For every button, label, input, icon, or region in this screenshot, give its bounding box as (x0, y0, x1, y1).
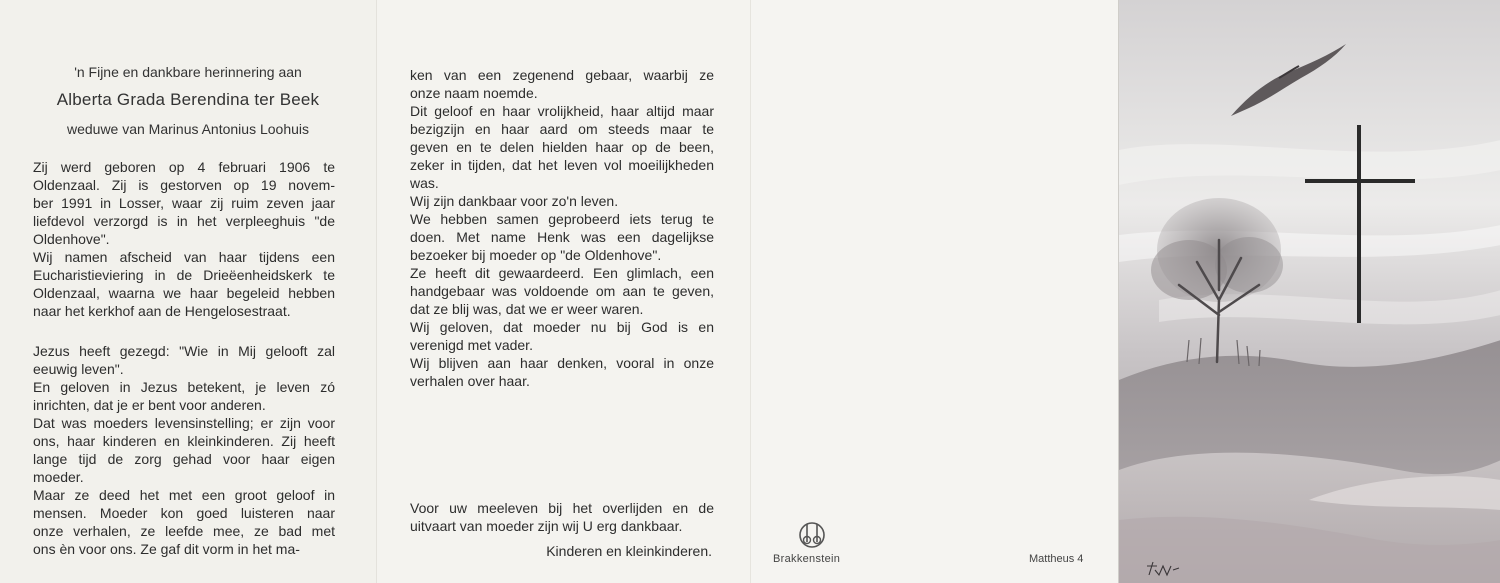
text-line: eeuwig leven". (33, 361, 124, 377)
text-line: naar het kerkhof aan de Hengelosestraat. (33, 303, 291, 319)
text-line: was. (410, 175, 439, 191)
landscape-illustration (1119, 0, 1500, 583)
text-line: Wij geloven, dat moeder nu bij God is en (410, 319, 714, 335)
text-line: Dat was moeders levensinstelling; er zijn voor (33, 415, 335, 431)
text-line: bezigzijn en haar aard om steeds maar te (410, 121, 714, 137)
text-line: Wij blijven aan haar denken, vooral in onze (410, 355, 714, 371)
deceased-name: Alberta Grada Berendina ter Beek (56, 90, 320, 109)
text-line: onze naam noemde. (410, 85, 538, 101)
intro-line: 'n Fijne en dankbare herinnering aan (74, 64, 302, 80)
text-line: ons, haar kinderen en kleinkinderen. Zij heeft (33, 433, 335, 449)
scripture-reference: Mattheus 4 (1029, 553, 1084, 565)
text-line: Maar ze deed het met een groot geloof in (33, 487, 335, 503)
faith-paragraph (33, 342, 335, 558)
text-line: inrichten, dat je er bent voor anderen. (33, 397, 266, 413)
text-line: We hebben samen geprobeerd iets terug te (410, 211, 714, 227)
text-line: ken van een zegenend gebaar, waarbij ze (410, 67, 714, 83)
text-line: onze verhalen, ze leefde mee, ze bad met (33, 523, 335, 539)
text-line: verhalen over haar. (410, 373, 530, 389)
text-line: uitvaart van moeder zijn wij U erg dankbaar. (410, 518, 683, 534)
cover-artwork (1118, 0, 1500, 583)
memory-paragraph (410, 66, 714, 390)
thanks-paragraph (410, 499, 714, 535)
text-line: verenigd met vader. (410, 337, 533, 353)
text-line: dat ze blij was, dat we er weer waren. (410, 301, 644, 317)
text-line: zeker in tijden, dat het leven vol moeilijkheden (410, 157, 714, 173)
left-page (0, 0, 376, 583)
text-line: doen. Met name Henk was een dagelijkse (410, 229, 714, 245)
text-line: Wij namen afscheid van haar tijdens een (33, 249, 335, 265)
publisher-logo-icon (795, 520, 829, 550)
text-line: Eucharistieviering in de Drieëenheidskerk te (33, 267, 335, 283)
text-line: mensen. Moeder kon goed luisteren naar (33, 505, 335, 521)
publisher-name: Brakkenstein (773, 553, 841, 565)
text-line: Oldenzaal, waarna we haar begeleid hebben (33, 285, 335, 301)
text-line: lange tijd de zorg gehad voor haar eigen (33, 451, 335, 467)
text-line: Jezus heeft gezegd: "Wie in Mij gelooft zal (33, 343, 335, 359)
text-line: Wij zijn dankbaar voor zo'n leven. (410, 193, 619, 209)
text-line: Oldenzaal. Zij is gestorven op 19 novem- (33, 177, 335, 193)
widow-of-line: weduwe van Marinus Antonius Loohuis (66, 121, 310, 137)
text-line: ber 1991 in Losser, waar zij ruim zeven jaar (33, 195, 335, 211)
text-line: bezoeker bij moeder op "de Oldenhove". (410, 247, 662, 263)
text-line: moeder. (33, 469, 84, 485)
text-line: geven en te delen hielden haar op de been, (410, 139, 714, 155)
biography-paragraph (33, 158, 335, 320)
text-line: Oldenhove". (33, 231, 110, 247)
text-line: Voor uw meeleven bij het overlijden en de (410, 500, 714, 516)
text-line: Ze heeft dit gewaardeerd. Een glimlach, een (410, 265, 714, 281)
text-line: Dit geloof en haar vrolijkheid, haar altijd maar (410, 103, 714, 119)
text-line: ons èn voor ons. Ze gaf dit vorm in het ma- (33, 541, 300, 557)
text-line: handgebaar was voldoende om aan te geven, (410, 283, 714, 299)
middle-page (376, 0, 751, 583)
back-page (750, 0, 1119, 583)
signature: Kinderen en kleinkinderen. (546, 543, 712, 559)
text-line: Zij werd geboren op 4 februari 1906 te (33, 159, 335, 175)
text-line: liefdevol verzorgd is in het verpleeghuis "de (33, 213, 335, 229)
text-line: En geloven in Jezus betekent, je leven zó (33, 379, 335, 395)
